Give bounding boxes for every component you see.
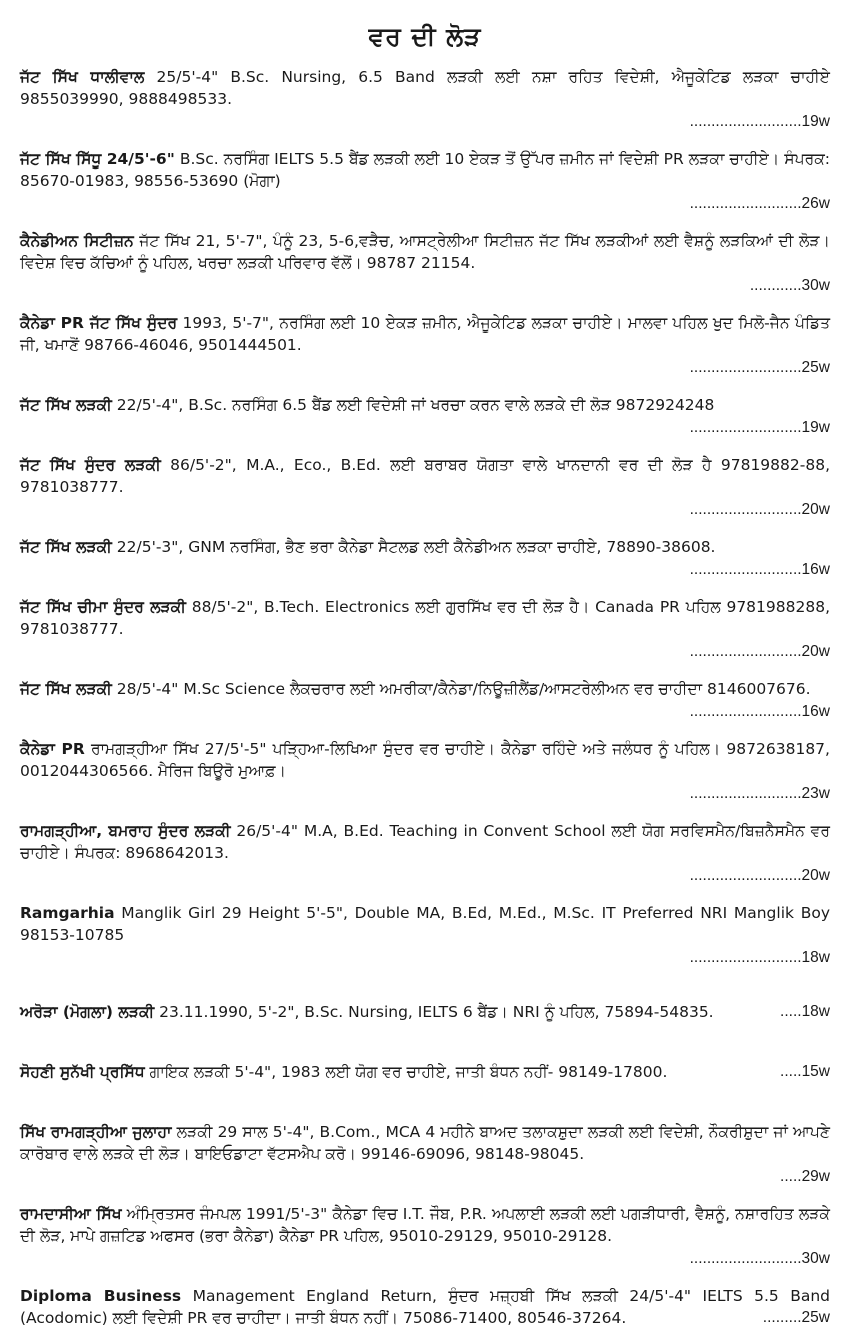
ad-text: ਅੰਮ੍ਰਿਤਸਰ ਜੰਮਪਲ 1991/5'-3" ਕੈਨੇਡਾ ਵਿਚ I.T. ਜੌਬ, P.R. ਅਪਲਾਈ ਲੜਕੀ ਲਈ ਪਗੜੀਧਾਰੀ, ਵੈਸ਼ਨੂੰ, ਨਸ਼ਾਰਹਿਤ ਲੜਕੇ ਦੀ ਲੋੜ, ਮਾਪੇ ਗਜ਼ਟਿਡ ਅਫਸਰ (ਭਰਾ ਕੈਨੇਡਾ) ਕੈਨੇਡਾ PR ਪਹਿਲ, 95010-29129, 95010-29128. [20, 1205, 831, 1245]
ad-code: .....18w [780, 1003, 830, 1020]
ad-code: ..........................16w [689, 703, 830, 720]
ad-text: 88/5'-2", B.Tech. Electronics ਲਈ ਗੁਰਸਿੱਖ ਵਰ ਦੀ ਲੋੜ ਹੈ। Canada PR ਪਹਿਲ 9781988288, 9781038777. [20, 598, 830, 638]
ad-code: ..........................23w [689, 785, 830, 802]
ad-item [20, 66, 830, 133]
ad-code: ..........................16w [689, 561, 830, 578]
ad-code: ..........................19w [689, 113, 830, 130]
ad-text: ਰਾਮਗੜ੍ਹੀਆ ਸਿੱਖ 27/5'-5" ਪੜ੍ਹਿਆ-ਲਿਖਿਆ ਸੁੰਦਰ ਵਰ ਚਾਹੀਏ। ਕੈਨੇਡਾ ਰਹਿੰਦੇ ਅਤੇ ਜਲੰਧਰ ਨੂੰ ਪਹਿਲ। 9872638187, 0012044306566. ਮੈਰਿਜ ਬਿਊਰੋ ਮੁਆਫ਼। [20, 740, 830, 780]
ad-lead: ਕੈਨੇਡਾ PR [20, 740, 85, 758]
page-title: ਵਰ ਦੀ ਲੋੜ [368, 22, 482, 51]
ad-code: .....29w [780, 1168, 830, 1185]
ad-code: ..........................20w [689, 867, 830, 884]
ad-text: 23.11.1990, 5'-2", B.Sc. Nursing, IELTS 6 ਬੈਂਡ। NRI ਨੂੰ ਪਹਿਲ, 75894-54835. [159, 1003, 714, 1021]
ad-text: ਜੱਟ ਸਿੱਖ 21, 5'-7", ਪੰਨੂੰ 23, 5-6,ਵੜੈਚ, ਆਸਟ੍ਰੇਲੀਆ ਸਿਟੀਜ਼ਨ ਜੱਟ ਸਿੱਖ ਲੜਕੀਆਂ ਲਈ ਵੈਸ਼ਨੂੰ ਲੜਕਿਆਂ ਦੀ ਲੋੜ। ਵਿਦੇਸ਼ ਵਿਚ ਕੱਚਿਆਂ ਨੂੰ ਪਹਿਲ, ਖਰਚਾ ਲੜਕੀ ਪਰਿਵਾਰ ਵੱਲੋਂ। 98787 21154. [20, 232, 830, 272]
ad-lead: ਜੱਟ ਸਿੱਖ ਸਿੱਧੂ 24/5'-6" [20, 150, 175, 168]
ad-lead: ਕੈਨੇਡਾ PR ਜੱਟ ਸਿੱਖ ਸੁੰਦਰ [20, 314, 178, 332]
ad-lead: ਰਾਮਗੜ੍ਹੀਆ, ਬਮਰਾਹ ਸੁੰਦਰ ਲੜਕੀ [20, 822, 231, 840]
ad-item [20, 902, 830, 969]
ad-lead: ਜੱਟ ਸਿੱਖ ਧਾਲੀਵਾਲ [20, 68, 145, 86]
ad-text: 25/5'-4" B.Sc. Nursing, 6.5 Band ਲੜਕੀ ਲਈ ਨਸ਼ਾ ਰਹਿਤ ਵਿਦੇਸ਼ੀ, ਐਜੂਕੇਟਿਡ ਲੜਕਾ ਚਾਹੀਏ 9855039990, 9888498533. [20, 68, 830, 108]
ad-lead: ਸਿੱਖ ਰਾਮਗੜ੍ਹੀਆ ਜੁਲਾਹਾ [20, 1123, 172, 1141]
ad-code: ..........................18w [689, 949, 830, 966]
ad-lead: ਸੋਹਣੀ ਸੁਨੱਖੀ ਪ੍ਰਸਿੱਧ [20, 1063, 145, 1081]
ad-item [20, 1001, 830, 1023]
ad-code: ..........................30w [689, 1250, 830, 1267]
ad-code: ..........................20w [689, 501, 830, 518]
ad-lead: ਰਾਮਦਾਸੀਆ ਸਿੱਖ [20, 1205, 122, 1223]
ad-text: 22/5'-3", GNM ਨਰਸਿੰਗ, ਭੈਣ ਭਰਾ ਕੈਨੇਡਾ ਸੈਟਲਡ ਲਈ ਕੈਨੇਡੀਅਨ ਲੜਕਾ ਚਾਹੀਏ, 78890-38608. [116, 538, 716, 556]
classified-ads-list [20, 66, 830, 1329]
ad-text: B.Sc. ਨਰਸਿੰਗ IELTS 5.5 ਬੈਂਡ ਲੜਕੀ ਲਈ 10 ਏਕੜ ਤੋਂ ਉੱਪਰ ਜ਼ਮੀਨ ਜਾਂ ਵਿਦੇਸ਼ੀ PR ਲੜਕਾ ਚਾਹੀਏ। ਸੰਪਰਕ: 85670-01983, 98556-53690 (ਮੋਗਾ) [20, 150, 830, 190]
ad-item [20, 148, 830, 215]
ad-item [20, 1285, 830, 1329]
ad-text: 86/5'-2", M.A., Eco., B.Ed. ਲਈ ਬਰਾਬਰ ਯੋਗਤਾ ਵਾਲੇ ਖਾਨਦਾਨੀ ਵਰ ਦੀ ਲੋੜ ਹੈ 97819882-88, 9781038777. [20, 456, 830, 496]
ad-item [20, 230, 830, 297]
ad-code: .....15w [780, 1063, 830, 1080]
ad-text: Manglik Girl 29 Height 5'-5", Double MA, B.Ed, M.Ed., M.Sc. IT Preferred NRI Manglik Boy 98153-10785 [20, 904, 830, 944]
ad-item [20, 1061, 830, 1083]
ad-item [20, 820, 830, 887]
ad-text: 26/5'-4" M.A, B.Ed. Teaching in Convent School ਲਈ ਯੋਗ ਸਰਵਿਸਮੈਨ/ਬਿਜ਼ਨੈਸਮੈਨ ਵਰ ਚਾਹੀਏ। ਸੰਪਰਕ: 8968642013. [20, 822, 830, 862]
ad-text: ਗਾਇਕ ਲੜਕੀ 5'-4", 1983 ਲਈ ਯੋਗ ਵਰ ਚਾਹੀਏ, ਜਾਤੀ ਬੰਧਨ ਨਹੀਂ- 98149-17800. [149, 1063, 668, 1081]
ad-lead: ਜੱਟ ਸਿੱਖ ਲੜਕੀ [20, 680, 112, 698]
ad-lead: ਜੱਟ ਸਿੱਖ ਚੀਮਾ ਸੁੰਦਰ ਲੜਕੀ [20, 598, 186, 616]
ad-code: ..........................20w [689, 643, 830, 660]
ad-lead: ਕੈਨੇਡੀਅਨ ਸਿਟੀਜ਼ਨ [20, 232, 134, 250]
ad-item [20, 454, 830, 521]
ad-code: ..........................26w [689, 195, 830, 212]
ad-lead: ਅਰੋੜਾ (ਮੋਗਲਾ) ਲੜਕੀ [20, 1003, 155, 1021]
ad-lead: Diploma Business [20, 1287, 182, 1305]
ad-item [20, 678, 830, 723]
ad-item [20, 1121, 830, 1188]
ad-item [20, 312, 830, 379]
ad-text: 1993, 5'-7", ਨਰਸਿੰਗ ਲਈ 10 ਏਕੜ ਜ਼ਮੀਨ, ਐਜੂਕੇਟਿਡ ਲੜਕਾ ਚਾਹੀਏ। ਮਾਲਵਾ ਪਹਿਲ ਖੁਦ ਮਿਲੋ-ਜੈਨ ਪੰਡਿਤ ਜੀ, ਖਮਾਣੋਂ 98766-46046, 9501444501. [20, 314, 830, 354]
ad-lead: ਜੱਟ ਸਿੱਖ ਲੜਕੀ [20, 396, 112, 414]
ad-text: ਲੜਕੀ 29 ਸਾਲ 5'-4", B.Com., MCA 4 ਮਹੀਨੇ ਬਾਅਦ ਤਲਾਕਸ਼ੁਦਾ ਲੜਕੀ ਲਈ ਵਿਦੇਸ਼ੀ, ਨੌਕਰੀਸ਼ੁਦਾ ਜਾਂ ਆਪਣੇ ਕਾਰੋਬਾਰ ਵਾਲੇ ਲੜਕੇ ਦੀ ਲੋੜ। ਬਾਇਓਡਾਟਾ ਵੱਟਸਐਪ ਕਰੋ। 99146-69096, 98148-98045. [20, 1123, 831, 1163]
ad-item [20, 738, 830, 805]
ad-lead: Ramgarhia [20, 904, 115, 922]
ad-item [20, 536, 830, 581]
ad-text: 28/5'-4" M.Sc Science ਲੈਕਚਰਾਰ ਲਈ ਅਮਰੀਕਾ/ਕੈਨੇਡਾ/ਨਿਊਜ਼ੀਲੈਂਡ/ਆਸਟਰੇਲੀਅਨ ਵਰ ਚਾਹੀਦਾ 8146007676. [116, 680, 811, 698]
ad-code: ............30w [749, 277, 830, 294]
ad-code: ..........................25w [689, 359, 830, 376]
ad-text: Management England Return, ਸੁੰਦਰ ਮਜ਼੍ਹਬੀ ਸਿੱਖ ਲੜਕੀ 24/5'-4" IELTS 5.5 Band (Acodomic) ਲਈ ਵਿਦੇਸ਼ੀ PR ਵਰ ਚਾਹੀਦਾ। ਜਾਤੀ ਬੰਧਨ ਨਹੀਂ। 75086-71400, 80546-37264. [20, 1287, 830, 1327]
ad-lead: ਜੱਟ ਸਿੱਖ ਸੁੰਦਰ ਲੜਕੀ [20, 456, 161, 474]
ad-item [20, 1203, 830, 1270]
ad-item [20, 394, 830, 439]
ad-code: ..........................19w [689, 419, 830, 436]
ad-item [20, 596, 830, 663]
ad-lead: ਜੱਟ ਸਿੱਖ ਲੜਕੀ [20, 538, 112, 556]
ad-text: 22/5'-4", B.Sc. ਨਰਸਿੰਗ 6.5 ਬੈਂਡ ਲਈ ਵਿਦੇਸ਼ੀ ਜਾਂ ਖਰਚਾ ਕਰਨ ਵਾਲੇ ਲੜਕੇ ਦੀ ਲੋੜ 9872924248 [116, 396, 715, 414]
ad-code: .........25w [762, 1309, 830, 1326]
